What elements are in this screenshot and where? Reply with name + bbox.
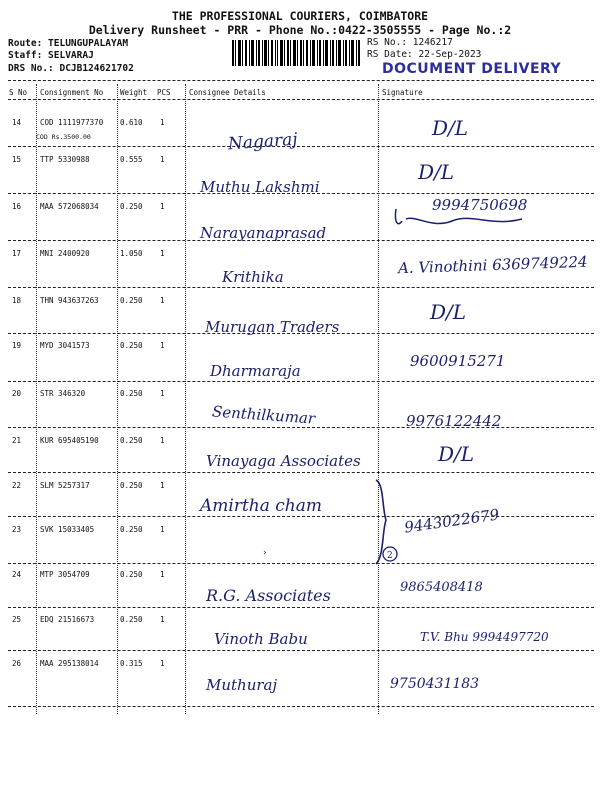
row-weight: 0.250 <box>120 615 143 624</box>
route-label: Route: TELUNGUPALAYAM <box>8 38 129 49</box>
row-consignment: THN 943637263 <box>40 296 99 305</box>
row-consignment: MAA 572068034 <box>40 202 99 211</box>
drs-number: DRS No.: DCJB124621702 <box>8 63 134 74</box>
row-sno: 20 <box>12 389 22 398</box>
row-sno: 22 <box>12 481 22 490</box>
row-divider <box>8 563 594 564</box>
row-consignment: MAA 295138014 <box>40 659 99 668</box>
row-sno: 14 <box>12 118 22 127</box>
handwritten-signature: D/L <box>438 442 475 466</box>
row-consignment: MNI 2400920 <box>40 249 90 258</box>
col-header-pcs: PCS <box>157 88 171 97</box>
handwritten-consignee-name: R.G. Associates <box>206 586 331 605</box>
handwritten-consignee-name: Amirtha cham <box>200 496 323 516</box>
handwritten-consignee-name: Dharmaraja <box>210 362 301 380</box>
rs-date: RS Date: 22-Sep-2023 <box>367 49 482 60</box>
handwritten-consignee-name: Vinoth Babu <box>214 630 308 648</box>
handwritten-consignee-name: Narayanaprasad <box>200 224 327 242</box>
handwritten-signature: D/L <box>418 160 455 184</box>
staff-label: Staff: SELVARAJ <box>8 50 94 61</box>
row-pcs: 1 <box>160 389 165 398</box>
row-weight: 0.250 <box>120 525 143 534</box>
row-consignment: MTP 3054709 <box>40 570 90 579</box>
col-header-consignee: Consignee Details <box>189 88 266 97</box>
row-weight: 0.250 <box>120 389 143 398</box>
col-header-consignment: Consignment No <box>40 88 104 97</box>
handwritten-brace-mark <box>370 478 400 568</box>
row-sno: 16 <box>12 202 22 211</box>
row-consignment: MYD 3041573 <box>40 341 90 350</box>
row-weight: 0.315 <box>120 659 143 668</box>
row-divider <box>8 146 594 147</box>
row-pcs: 1 <box>160 202 165 211</box>
handwritten-consignee-name: Vinayaga Associates <box>206 452 361 470</box>
row-weight: 0.250 <box>120 481 143 490</box>
row-pcs: 1 <box>160 481 165 490</box>
handwritten-signature: A. Vinothini 6369749224 <box>397 252 588 278</box>
row-weight: 0.250 <box>120 570 143 579</box>
row-consignment: TTP 5330988 <box>40 155 90 164</box>
handwritten-signature: 9600915271 <box>410 352 506 370</box>
handwritten-signature: T.V. Bhu 9994497720 <box>420 630 549 644</box>
col-header-sno: S No <box>9 88 28 97</box>
handwritten-signature: 9865408418 <box>400 580 483 595</box>
row-weight: 1.050 <box>120 249 143 258</box>
handwritten-mark: › <box>262 548 268 558</box>
row-pcs: 1 <box>160 659 165 668</box>
row-pcs: 1 <box>160 525 165 534</box>
row-weight: 0.250 <box>120 296 143 305</box>
handwritten-signature: D/L <box>430 300 467 324</box>
col-divider <box>36 84 37 714</box>
column-header-divider <box>8 99 594 100</box>
handwritten-signature: 9750431183 <box>390 676 480 692</box>
row-pcs: 1 <box>160 155 165 164</box>
row-sno: 23 <box>12 525 22 534</box>
row-pcs: 1 <box>160 341 165 350</box>
row-divider <box>8 427 594 428</box>
row-divider <box>8 650 594 651</box>
barcode-image <box>232 40 360 66</box>
row-weight: 0.610 <box>120 118 143 127</box>
rs-number: RS No.: 1246217 <box>367 37 453 48</box>
row-divider <box>8 287 594 288</box>
col-header-signature: Signature <box>382 88 423 97</box>
row-cod-amount: COD Rs.3500.00 <box>36 133 91 141</box>
row-consignment: SLM 5257317 <box>40 481 90 490</box>
runsheet-subtitle: Delivery Runsheet - PRR - Phone No.:0422-3505555 - Page No.:2 <box>88 23 512 37</box>
row-consignment: STR 346320 <box>40 389 86 398</box>
handwritten-consignee-name: Muthu Lakshmi <box>200 178 320 196</box>
row-weight: 0.250 <box>120 202 143 211</box>
handwritten-consignee-name: Senthilkumar <box>211 402 316 428</box>
handwritten-signature: 9443022679 <box>403 505 501 537</box>
handwritten-scribble <box>392 205 542 233</box>
row-pcs: 1 <box>160 296 165 305</box>
handwritten-signature: 9976122442 <box>406 412 502 430</box>
row-sno: 26 <box>12 659 22 668</box>
row-divider <box>8 472 594 473</box>
handwritten-consignee-name: Muthuraj <box>206 676 278 694</box>
header-divider <box>8 80 594 81</box>
row-sno: 18 <box>12 296 22 305</box>
row-pcs: 1 <box>160 570 165 579</box>
row-pcs: 1 <box>160 615 165 624</box>
row-sno: 25 <box>12 615 22 624</box>
row-divider <box>8 381 594 382</box>
row-sno: 17 <box>12 249 22 258</box>
row-sno: 15 <box>12 155 22 164</box>
col-header-weight: Weight <box>120 88 148 97</box>
row-sno: 24 <box>12 570 22 579</box>
col-divider <box>185 84 186 714</box>
row-weight: 0.250 <box>120 436 143 445</box>
svg-text:2: 2 <box>387 551 393 561</box>
row-pcs: 1 <box>160 118 165 127</box>
row-sno: 19 <box>12 341 22 350</box>
row-weight: 0.555 <box>120 155 143 164</box>
handwritten-consignee-name: Nagaraj <box>227 129 299 155</box>
handwritten-consignee-name: Murugan Traders <box>205 318 340 336</box>
row-divider <box>8 607 594 608</box>
col-divider <box>378 84 379 714</box>
row-consignment: SVK 15033405 <box>40 525 95 534</box>
handwritten-consignee-name: Krithika <box>222 268 284 286</box>
row-weight: 0.250 <box>120 341 143 350</box>
company-title: THE PROFESSIONAL COURIERS, COIMBATORE <box>171 9 429 23</box>
row-divider <box>8 516 594 517</box>
row-pcs: 1 <box>160 249 165 258</box>
handwritten-signature: D/L <box>432 116 469 140</box>
row-sno: 21 <box>12 436 22 445</box>
col-divider <box>117 84 118 714</box>
row-divider <box>8 706 594 707</box>
document-delivery-stamp: DOCUMENT DELIVERY <box>382 61 562 77</box>
row-pcs: 1 <box>160 436 165 445</box>
row-consignment: EDQ 21516673 <box>40 615 95 624</box>
row-consignment: KUR 695405190 <box>40 436 99 445</box>
handwritten-signature: 9994750698 <box>432 196 528 214</box>
row-consignment: COD 1111977370 <box>40 118 104 127</box>
